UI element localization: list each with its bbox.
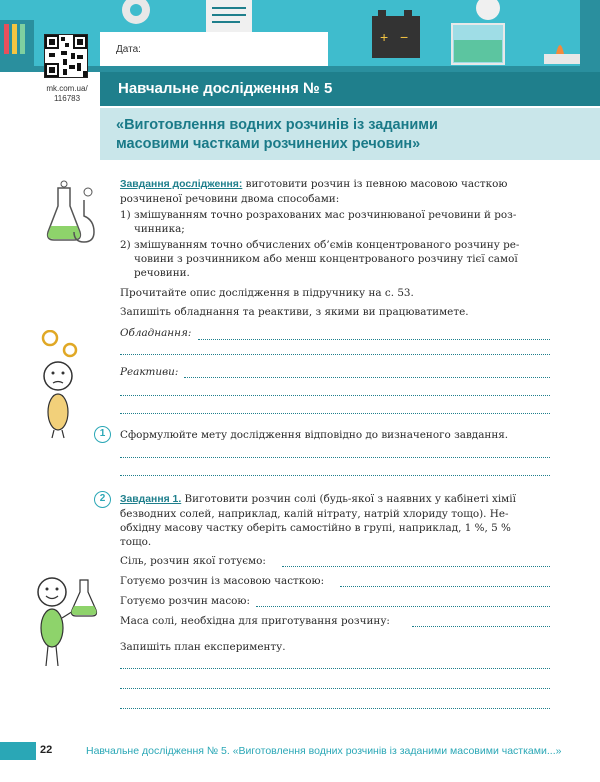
page-title: Навчальне дослідження № 5 — [118, 80, 333, 97]
task-item2b: човини з розчинником або менш концентрованого розчину тієї самої — [134, 253, 518, 265]
step-2-line1 — [120, 492, 516, 507]
svg-text:+: + — [380, 29, 389, 45]
subtitle-line1: «Виготовлення водних розчинів із заданими — [116, 117, 438, 133]
step-2-label: Завдання 1. — [120, 494, 182, 505]
equipment-input-line-1[interactable] — [198, 339, 550, 340]
goal-input-line-2[interactable] — [120, 475, 550, 476]
task-item1a: 1) змішуванням точно розрахованих мас розчинюваної речовини й роз- — [120, 209, 517, 221]
salt-mass-label: Маса солі, необхідна для приготування розчину: — [120, 615, 390, 627]
equipment-label: Обладнання: — [120, 327, 192, 339]
step-2-text-1: Виготовити розчин солі (будь-якої з наявних у кабінеті хімії — [181, 493, 516, 505]
footer-running-title: Навчальне дослідження № 5. «Виготовлення водних розчинів із заданими масовими частками...» — [86, 745, 562, 757]
equipment-input-line-2[interactable] — [120, 354, 550, 355]
fraction-label: Готуємо розчин із масовою часткою: — [120, 575, 325, 587]
task-item2a: 2) змішуванням точно обчислених об’ємів концентрованого розчину ре- — [120, 239, 520, 251]
task-line2: розчиненої речовини двома способами: — [120, 193, 340, 205]
qr-caption-line1: mk.com.ua/ — [46, 84, 88, 93]
salt-label: Сіль, розчин якої готуємо: — [120, 555, 266, 567]
salt-input-line[interactable] — [282, 566, 550, 567]
footer-accent-bar — [0, 742, 36, 760]
reagents-input-line-1[interactable] — [184, 377, 550, 378]
mass-input-line[interactable] — [256, 606, 550, 607]
reagents-label: Реактиви: — [120, 366, 179, 378]
date-label: Дата: — [116, 44, 141, 55]
task-text-1: виготовити розчин із певною масовою часткою — [242, 178, 508, 190]
read-instruction: Прочитайте опис дослідження в підручнику на с. 53. — [120, 287, 414, 299]
page-number: 22 — [40, 744, 53, 756]
reagents-input-line-3[interactable] — [120, 413, 550, 414]
step-2-line4: тощо. — [120, 536, 152, 548]
salt-mass-input-line[interactable] — [412, 626, 550, 627]
flasks-illustration — [44, 180, 102, 246]
step-2-line2: безводних солей, наприклад, калій нітрату, натрій хлориду тощо). Не- — [120, 508, 509, 520]
write-equipment-instruction: Запишіть обладнання та реактиви, з якими ви працюватимете. — [120, 306, 469, 318]
mass-label: Готуємо розчин масою: — [120, 595, 250, 607]
plan-instruction: Запишіть план експерименту. — [120, 641, 286, 653]
plan-input-line-3[interactable] — [120, 708, 550, 709]
task-label: Завдання дослідження: — [120, 179, 243, 190]
step-1-text: Сформулюйте мету дослідження відповідно до визначеного завдання. — [120, 429, 509, 441]
task-line1 — [120, 177, 507, 192]
step-2-number: 2 — [94, 491, 111, 508]
qr-code[interactable] — [44, 34, 88, 78]
svg-text:−: − — [400, 29, 409, 45]
plan-input-line-2[interactable] — [120, 688, 550, 689]
task-item2c: речовини. — [134, 267, 190, 279]
thinking-figure — [36, 330, 96, 440]
scientist-figure — [30, 574, 102, 674]
goal-input-line-1[interactable] — [120, 457, 550, 458]
plan-input-line-1[interactable] — [120, 668, 550, 669]
qr-caption-line2: 116783 — [53, 94, 81, 103]
reagents-input-line-2[interactable] — [120, 395, 550, 396]
page-subtitle — [116, 116, 536, 154]
qr-code-icon — [45, 35, 87, 77]
step-2-line3: обхідну масову частку оберіть самостійно в групі, наприклад, 1 %, 5 % — [120, 522, 511, 534]
step-1-number: 1 — [94, 426, 111, 443]
qr-caption — [40, 84, 94, 104]
fraction-input-line[interactable] — [340, 586, 550, 587]
subtitle-line2: масовими частками розчинених речовин» — [116, 136, 421, 152]
task-item1b: чинника; — [134, 223, 185, 235]
